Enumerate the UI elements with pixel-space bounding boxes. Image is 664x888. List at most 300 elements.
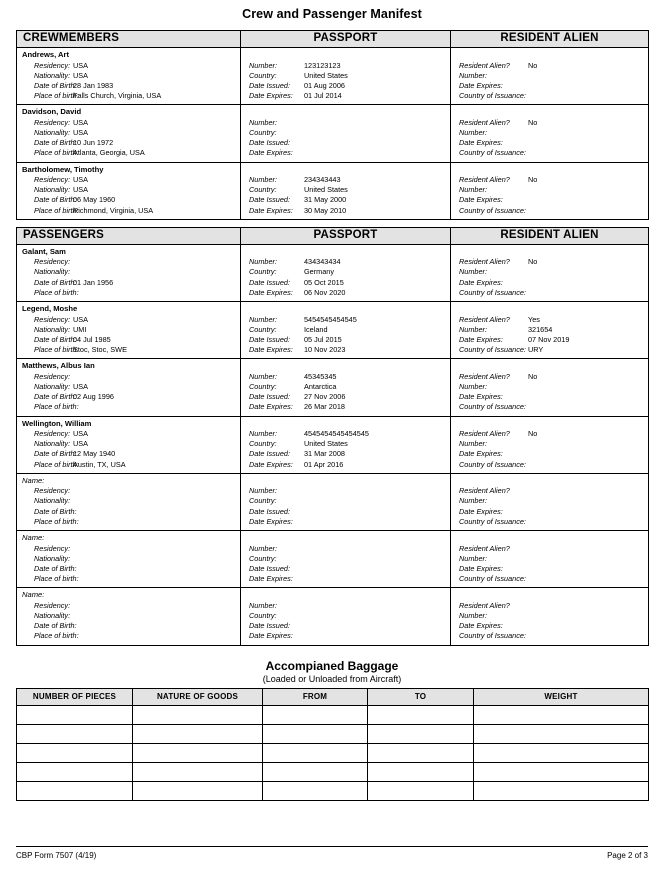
resident-alien-label-row [456,257,648,267]
resident-alien-label: Resident Alien? [459,314,510,324]
alien-country-label-row [456,288,648,298]
passport-date-expires-label-row [246,206,450,216]
residency-label: Residency: [34,257,71,267]
passport-number-value: 45345345 [304,371,337,381]
page-title: Crew and Passenger Manifest [242,7,422,21]
alien-number-value [528,267,648,277]
nationality-label-row [22,128,240,138]
passport-date-issued-value [304,507,450,517]
nationality-value: USA [73,127,89,137]
alien-date-expires-label-row [456,138,648,148]
date-of-birth-value: 04 Jul 1985 [73,334,111,344]
baggage-cell-4[interactable] [474,762,649,781]
passport-date-issued-label: Date Issued: [249,80,290,90]
nationality-value: USA [73,70,89,80]
nationality-label: Nationality: [34,381,71,391]
resident-alien-cell [451,531,649,588]
alien-number-label: Number: [459,439,487,449]
alien-number-label: Number: [459,185,487,195]
alien-number-value [528,439,648,449]
baggage-cell-4[interactable] [474,724,649,743]
passport-number-label: Number: [249,429,277,438]
passport-country-label: Country: [249,439,277,449]
passengers-table [16,227,649,646]
passport-date-expires-label: Date Expires: [249,148,293,158]
residency-label: Residency: [34,314,71,324]
table-row [17,588,649,645]
passport-cell [241,48,451,105]
baggage-cell-3[interactable] [368,781,474,800]
baggage-cell-1[interactable] [133,724,263,743]
resident-alien-value [528,601,648,611]
passport-date-issued-label: Date Issued: [249,449,290,459]
passport-country-label: Country: [249,496,277,506]
date-of-birth-label: Date of Birth: [34,621,77,631]
alien-date-expires-label: Date Expires: [459,621,503,631]
footer-divider [16,846,648,847]
baggage-cell-0[interactable] [17,762,133,781]
place-of-birth-label-row [22,91,240,101]
date-of-birth-label-row [22,564,240,574]
baggage-column-header-4: WEIGHT [474,688,649,705]
alien-country-label: Country of Issuance: [459,148,526,158]
alien-number-label-row [456,71,648,81]
resident-alien-cell [451,359,649,416]
residency-label: Residency: [34,600,71,610]
date-of-birth-value: 10 Jun 1972 [73,138,114,148]
passport-country-label: Country: [249,610,277,620]
alien-country-label-row [456,402,648,412]
nationality-label: Nationality: [34,127,71,137]
passport-cell [241,244,451,301]
passport-number-label: Number: [249,117,277,127]
passport-country-value: Antarctica [304,381,337,391]
passport-date-expires-value [304,631,450,641]
residency-label: Residency: [34,117,71,127]
alien-number-label: Number: [459,610,487,620]
alien-number-value [528,611,648,621]
place-of-birth-label-row [22,345,240,355]
person-cell [17,302,241,359]
passport-date-issued-value: 27 Nov 2006 [304,392,346,402]
baggage-table [16,688,649,801]
passport-number-value: 5454545454545 [304,314,357,324]
baggage-cell-3[interactable] [368,724,474,743]
passport-number-label: Number: [249,600,277,610]
residency-value: USA [73,429,89,438]
passport-date-expires-label: Date Expires: [249,574,293,584]
passport-date-expires-label-row [246,91,450,101]
passport-date-issued-label: Date Issued: [249,277,290,287]
alien-date-expires-value: 07 Nov 2019 [528,334,570,344]
passport-number-label-row [246,175,450,185]
baggage-cell-4[interactable] [474,743,649,762]
passport-number-value: 234343443 [304,175,341,184]
resident-alien-cell [451,162,649,219]
place-of-birth-label-row [22,148,240,158]
table-row [17,244,649,301]
alien-number-label-row [456,325,648,335]
passport-number-label-row [246,372,450,382]
alien-date-expires-value [528,278,648,288]
alien-number-value [528,554,648,564]
place-of-birth-label: Place of birth: [34,402,79,412]
passport-country-label: Country: [249,381,277,391]
baggage-column-header-3: TO [368,688,474,705]
alien-country-label-row [456,91,648,101]
alien-number-label-row [456,439,648,449]
alien-date-expires-label: Date Expires: [459,563,503,573]
alien-date-expires-label-row [456,564,648,574]
baggage-cell-1[interactable] [133,762,263,781]
passport-date-issued-value: 31 May 2000 [304,195,347,205]
date-of-birth-label-row [22,195,240,205]
passport-date-issued-value: 01 Aug 2006 [304,80,345,90]
passport-date-issued-value [304,564,450,574]
passport-number-label-row [246,257,450,267]
person-name: Andrews, Art [22,50,69,59]
nationality-value: UMI [73,324,87,334]
table-gap [16,220,648,227]
passport-date-issued-label-row [246,507,450,517]
date-of-birth-value [73,621,240,631]
baggage-cell-0[interactable] [17,781,133,800]
alien-date-expires-value [528,392,648,402]
nationality-label-row [22,382,240,392]
nationality-label-row [22,185,240,195]
passport-date-expires-label-row [246,402,450,412]
passport-date-issued-label: Date Issued: [249,621,290,631]
baggage-cell-4[interactable] [474,781,649,800]
person-name: Davidson, David [22,107,82,117]
resident-alien-value: No [528,60,538,70]
alien-number-label: Number: [459,381,487,391]
table-row [17,105,649,162]
nationality-value [73,554,240,564]
place-of-birth-label: Place of birth: [34,516,79,526]
passport-country-value: United States [304,70,348,80]
passport-number-label: Number: [249,371,277,381]
baggage-cell-3[interactable] [368,705,474,724]
residency-label: Residency: [34,429,71,438]
table-row [17,302,649,359]
baggage-cell-2[interactable] [263,781,368,800]
date-of-birth-value: 02 Aug 1996 [73,392,114,402]
passport-cell [241,588,451,645]
person-name: Wellington, William [22,418,92,428]
alien-country-value [528,148,648,158]
resident-alien-cell [451,48,649,105]
alien-country-label: Country of Issuance: [459,345,526,355]
resident-alien-value: No [528,175,538,184]
residency-label-row [22,544,240,554]
passport-cell [241,359,451,416]
place-of-birth-value: Falls Church, Virginia, USA [73,91,162,101]
alien-number-label-row [456,554,648,564]
passport-country-label-row [246,71,450,81]
baggage-cell-1[interactable] [133,743,263,762]
resident-alien-header-label: RESIDENT ALIEN [451,227,649,244]
place-of-birth-label-row [22,574,240,584]
alien-country-label: Country of Issuance: [459,516,526,526]
nationality-label: Nationality: [34,267,71,277]
date-of-birth-value: 01 Jan 1956 [73,277,114,287]
baggage-row [17,781,649,800]
alien-date-expires-label: Date Expires: [459,449,503,459]
resident-alien-label: Resident Alien? [459,257,510,267]
passport-date-issued-label-row [246,621,450,631]
nationality-label-row [22,325,240,335]
passport-date-issued-label: Date Issued: [249,334,290,344]
nationality-label: Nationality: [34,70,71,80]
baggage-cell-2[interactable] [263,705,368,724]
baggage-cell-0[interactable] [17,724,133,743]
passport-country-value [304,554,450,564]
baggage-cell-0[interactable] [17,705,133,724]
person-cell [17,105,241,162]
passport-date-expires-value: 26 Mar 2018 [304,402,345,412]
passport-country-value [304,611,450,621]
residency-label-row [22,315,240,325]
passport-date-issued-value [304,138,450,148]
alien-number-value [528,496,648,506]
alien-number-value [528,185,648,195]
place-of-birth-label: Place of birth: [34,574,79,584]
place-of-birth-label-row [22,460,240,470]
residency-value [73,257,240,267]
passport-date-expires-label: Date Expires: [249,205,293,215]
passport-date-issued-label-row [246,335,450,345]
baggage-cell-2[interactable] [263,743,368,762]
baggage-cell-2[interactable] [263,762,368,781]
passport-date-issued-value: 31 Mar 2008 [304,449,345,459]
alien-country-value [528,517,648,527]
passport-country-label-row [246,554,450,564]
date-of-birth-label-row [22,335,240,345]
residency-value [73,372,240,382]
nationality-label: Nationality: [34,185,71,195]
passport-date-expires-value [304,517,450,527]
date-of-birth-label-row [22,81,240,91]
residency-label-row [22,61,240,71]
passport-country-label-row [246,382,450,392]
baggage-cell-4[interactable] [474,705,649,724]
baggage-cell-2[interactable] [263,724,368,743]
passport-header-label: PASSPORT [241,227,451,244]
baggage-row [17,762,649,781]
resident-alien-value [528,544,648,554]
alien-number-label: Number: [459,127,487,137]
date-of-birth-label: Date of Birth: [34,449,77,459]
passport-date-issued-label: Date Issued: [249,563,290,573]
resident-alien-label: Resident Alien? [459,117,510,127]
alien-country-value: URY [528,345,544,355]
residency-value: USA [73,175,89,184]
alien-number-label-row [456,128,648,138]
alien-country-label: Country of Issuance: [459,631,526,641]
passport-date-issued-label-row [246,138,450,148]
passport-date-expires-label: Date Expires: [249,516,293,526]
alien-number-value [528,71,648,81]
place-of-birth-label: Place of birth: [34,345,79,355]
date-of-birth-label: Date of Birth: [34,195,77,205]
nationality-label: Nationality: [34,610,71,620]
passport-country-label: Country: [249,185,277,195]
residency-label: Residency: [34,175,71,184]
alien-number-value [528,382,648,392]
resident-alien-cell [451,105,649,162]
passport-number-value [304,601,450,611]
passport-date-issued-value [304,621,450,631]
alien-number-label: Number: [459,267,487,277]
alien-number-label: Number: [459,70,487,80]
passport-date-issued-label: Date Issued: [249,506,290,516]
form-identifier: CBP Form 7507 (4/19) [16,851,97,860]
person-name: Bartholomew, Timothy [22,164,104,174]
alien-date-expires-label-row [456,621,648,631]
alien-number-label-row [456,382,648,392]
nationality-value [73,267,240,277]
date-of-birth-label-row [22,392,240,402]
passport-date-expires-label-row [246,460,450,470]
table-row [17,531,649,588]
resident-alien-label-row [456,486,648,496]
nationality-value: USA [73,381,89,391]
passport-date-expires-label: Date Expires: [249,287,293,297]
place-of-birth-value [73,402,240,412]
alien-number-value [528,128,648,138]
passport-date-expires-value: 30 May 2010 [304,205,347,215]
passport-number-label: Number: [249,543,277,553]
passport-number-label: Number: [249,314,277,324]
passport-date-issued-label-row [246,195,450,205]
passport-number-label-row [246,118,450,128]
passport-country-label: Country: [249,70,277,80]
residency-label: Residency: [34,486,71,496]
passport-cell [241,531,451,588]
date-of-birth-label: Date of Birth: [34,506,77,516]
passport-date-expires-value [304,574,450,584]
passport-country-value: United States [304,439,348,449]
resident-alien-label: Resident Alien? [459,543,510,553]
person-name: Galant, Sam [22,246,66,256]
alien-date-expires-label-row [456,195,648,205]
residency-label: Residency: [34,371,71,381]
resident-alien-label: Resident Alien? [459,600,510,610]
person-name: Legend, Moshe [22,304,78,313]
passport-date-issued-label-row [246,449,450,459]
passport-date-issued-label-row [246,564,450,574]
passport-number-label-row [246,315,450,325]
baggage-cell-0[interactable] [17,743,133,762]
passengers-header-label: PASSENGERS [17,227,241,244]
resident-alien-cell [451,244,649,301]
passport-date-expires-label: Date Expires: [249,91,293,101]
passport-date-expires-label: Date Expires: [249,345,293,355]
passport-country-label-row [246,439,450,449]
resident-alien-label: Resident Alien? [459,371,510,381]
alien-date-expires-label: Date Expires: [459,80,503,90]
alien-date-expires-label-row [456,507,648,517]
passengers-header-row [17,227,649,244]
baggage-cell-1[interactable] [133,705,263,724]
resident-alien-value: Yes [528,314,540,324]
passport-country-value: Germany [304,267,335,277]
place-of-birth-value: Stoc, Stoc, SWE [73,345,127,355]
alien-date-expires-value [528,195,648,205]
place-of-birth-label-row [22,206,240,216]
residency-value: USA [73,60,89,70]
date-of-birth-label: Date of Birth: [34,563,77,573]
table-row [17,162,649,219]
person-name: Name: [22,533,45,542]
nationality-label-row [22,611,240,621]
alien-country-value [528,91,648,101]
passport-number-value [304,486,450,496]
crewmembers-header-label: CREWMEMBERS [17,31,241,48]
residency-label: Residency: [34,60,71,70]
alien-number-label: Number: [459,324,487,334]
passport-date-issued-label: Date Issued: [249,195,290,205]
passport-date-expires-label-row [246,574,450,584]
alien-date-expires-label: Date Expires: [459,277,503,287]
residency-label-row [22,257,240,267]
crewmembers-table [16,30,649,220]
alien-date-expires-label: Date Expires: [459,506,503,516]
nationality-label-row [22,267,240,277]
baggage-subtitle: (Loaded or Unloaded from Aircraft) [262,673,402,684]
passport-number-label: Number: [249,175,277,184]
table-row [17,359,649,416]
resident-alien-label: Resident Alien? [459,60,510,70]
place-of-birth-label-row [22,288,240,298]
resident-alien-header-label: RESIDENT ALIEN [451,31,649,48]
baggage-cell-3[interactable] [368,743,474,762]
alien-country-value [528,402,648,412]
passport-number-value: 434343434 [304,257,341,267]
residency-label-row [22,486,240,496]
alien-country-label-row [456,517,648,527]
alien-date-expires-label-row [456,278,648,288]
passport-number-label: Number: [249,60,277,70]
passport-number-label-row [246,61,450,71]
place-of-birth-label-row [22,517,240,527]
crewmembers-header-row [17,31,649,48]
resident-alien-label-row [456,544,648,554]
date-of-birth-label-row [22,507,240,517]
nationality-label: Nationality: [34,496,71,506]
alien-country-label: Country of Issuance: [459,205,526,215]
resident-alien-label: Resident Alien? [459,486,510,496]
passport-cell [241,105,451,162]
passport-date-issued-label: Date Issued: [249,138,290,148]
resident-alien-value: No [528,429,538,438]
passport-country-label: Country: [249,553,277,563]
date-of-birth-value: 06 May 1960 [73,195,116,205]
baggage-cell-3[interactable] [368,762,474,781]
resident-alien-label-row [456,61,648,71]
date-of-birth-label: Date of Birth: [34,138,77,148]
alien-date-expires-label: Date Expires: [459,392,503,402]
baggage-cell-1[interactable] [133,781,263,800]
person-name: Matthews, Albus Ian [22,361,95,371]
passport-number-label: Number: [249,486,277,496]
passport-number-value: 123123123 [304,60,341,70]
passport-country-label-row [246,611,450,621]
alien-country-value [528,574,648,584]
resident-alien-label: Resident Alien? [459,175,510,184]
passport-date-expires-label: Date Expires: [249,631,293,641]
